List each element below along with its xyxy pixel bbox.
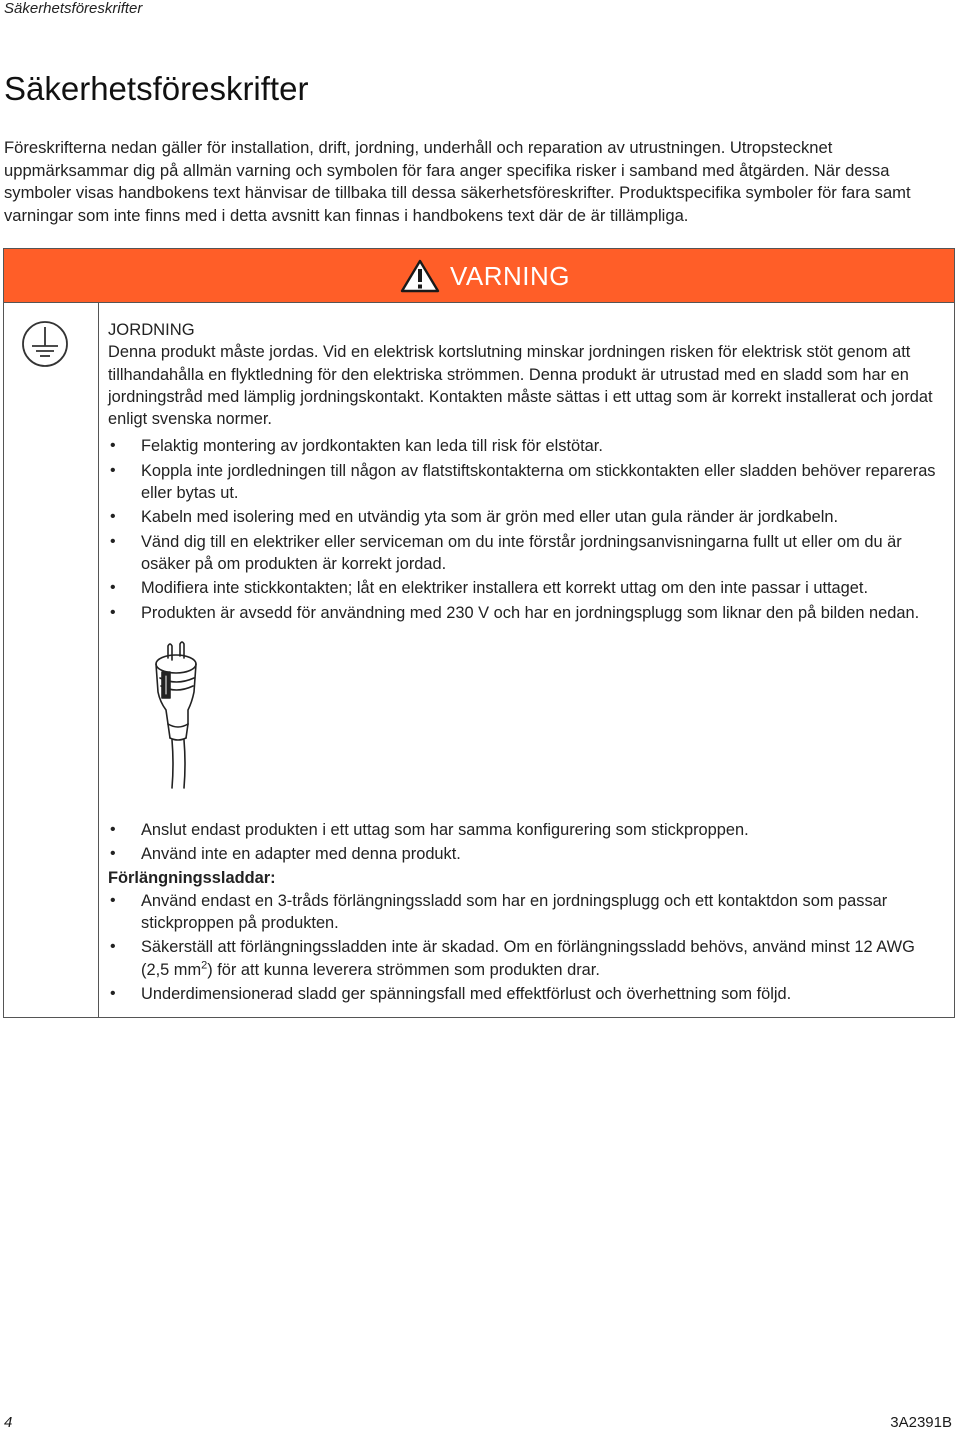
page-number: 4	[4, 1414, 13, 1431]
list-item: • Använd endast en 3-tråds förlängningssladd som har en jordningsplugg och ett kontaktdon som passar stickproppen på produkten.	[108, 890, 938, 935]
list-item: • Koppla inte jordledningen till någon av flatstiftskontakterna om stickkontakten eller sladden behöver repareras eller bytas ut.	[108, 460, 938, 505]
warning-content	[108, 319, 938, 1007]
superscript: 2	[201, 959, 208, 972]
bullet-list-outlet	[108, 819, 938, 866]
plug-figure	[108, 626, 938, 814]
warning-triangle-icon	[400, 259, 440, 293]
list-item: • Använd inte en adapter med denna produkt.	[108, 843, 938, 865]
warning-box	[3, 248, 955, 1018]
page-title: Säkerhetsföreskrifter	[4, 70, 309, 107]
list-item-text: Säkerställ att förlängningssladden inte är skadad. Om en förlängningssladd behövs, använd minst 12 AWG (2,5 mm	[141, 938, 915, 979]
warning-icon-column	[4, 303, 99, 1017]
grounding-paragraph: Denna produkt måste jordas. Vid en elektrisk kortslutning minskar jordningen risken för elektrisk stöt genom att tillhandahålla en flyktledning för den elektriska strömmen. Denna produkt är utrustad med en sladd som har en jordningstråd med lämplig jordningskontakt. Kontakten måste sättas i ett uttag som är korrekt installerat och jordat enligt svenska normer.	[108, 343, 933, 429]
ground-symbol-icon	[20, 319, 70, 369]
list-item: • Modifiera inte stickkontakten; låt en elektriker installera ett korrekt uttag om den inte passar i uttaget.	[108, 577, 938, 599]
running-header: Säkerhetsföreskrifter	[4, 0, 143, 17]
grounding-plug-icon	[144, 638, 214, 790]
warning-bar	[4, 249, 954, 303]
list-item-text: ) för att kunna leverera strömmen som produkten drar.	[207, 960, 600, 979]
section-heading-jordning: JORDNING	[108, 320, 195, 339]
list-item: • Underdimensionerad sladd ger spänningsfall med effektförlust och överhettning som följd.	[108, 983, 938, 1005]
intro-paragraph: Föreskrifterna nedan gäller för installation, drift, jordning, underhåll och reparation av utrustningen. Utropstecknet uppmärksammar dig på allmän varning och symbolen för fara anger specifika risker i samband med åtgärden. När dessa symboler visas handbokens text hänvisar de tillbaka till dessa säkerhetsföreskrifter. Produktspecifika symboler för fara samt varningar som inte finns med i detta avsnitt kan finnas i handbokens text där de är tillämpliga.	[4, 138, 911, 225]
list-item: • Felaktig montering av jordkontakten kan leda till risk för elstötar.	[108, 435, 938, 457]
bullet-list-extension	[108, 890, 938, 1005]
list-item: • Kabeln med isolering med en utvändig yta som är grön med eller utan gula ränder är jordkabeln.	[108, 506, 938, 528]
warning-label: VARNING	[450, 260, 571, 291]
list-item: • Produkten är avsedd för användning med 230 V och har en jordningsplugg som liknar den på bilden nedan.	[108, 602, 938, 624]
list-item: • Anslut endast produkten i ett uttag som har samma konfigurering som stickproppen.	[108, 819, 938, 841]
extension-cords-heading: Förlängningssladdar:	[108, 869, 276, 888]
list-item: • Vänd dig till en elektriker eller serviceman om du inte förstår jordningsanvisningarna fullt ut eller om du är osäker på om produkten är korrekt jordad.	[108, 531, 938, 576]
list-item	[108, 936, 938, 981]
document-id: 3A2391B	[890, 1414, 952, 1431]
bullet-list-grounding	[108, 435, 938, 623]
